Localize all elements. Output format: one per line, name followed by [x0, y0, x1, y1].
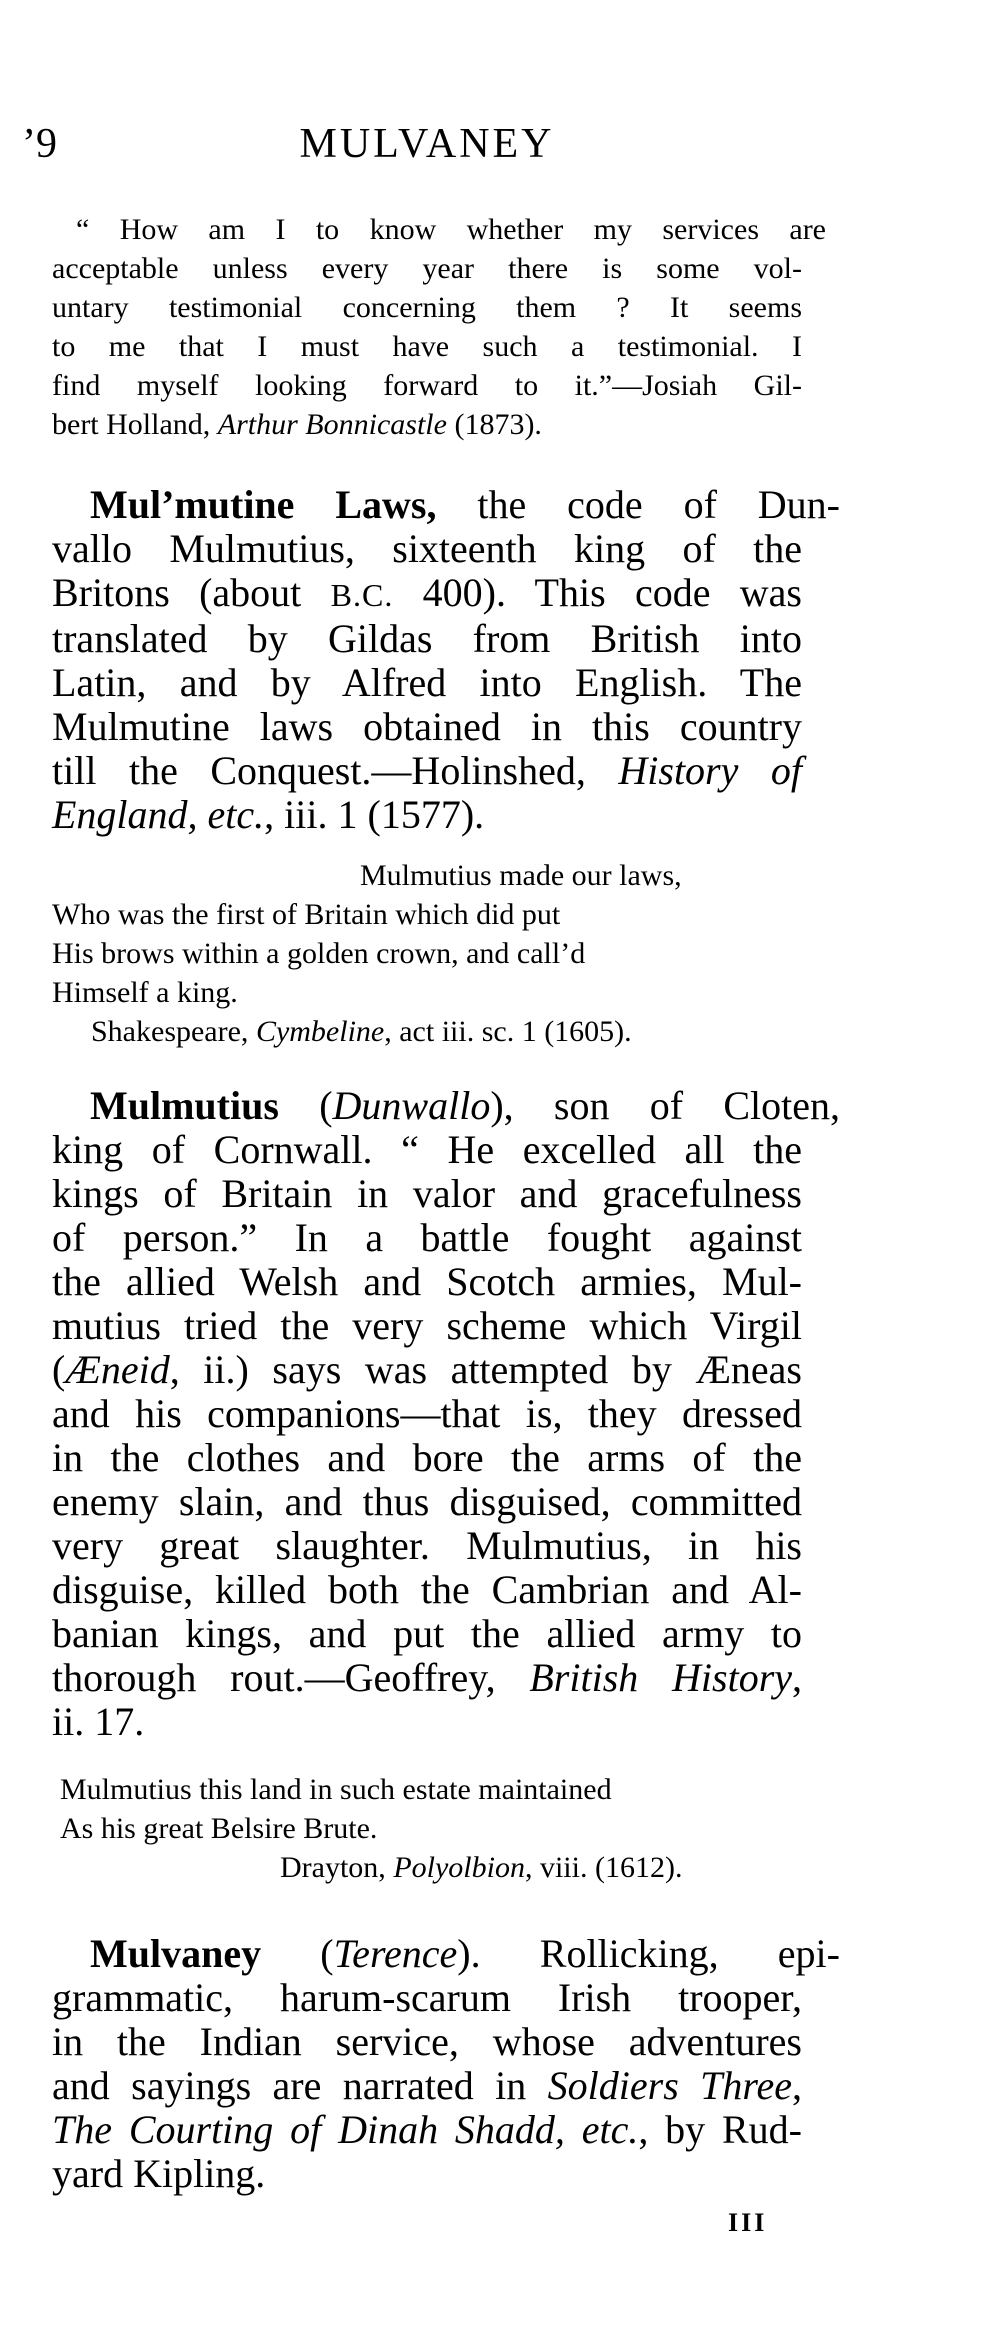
text-line: and sayings are narrated in Soldiers Three, — [52, 2063, 802, 2108]
text-line: in the clothes and bore the arms of the — [52, 1435, 802, 1480]
text-line: Mulmutius (Dunwallo), son of Cloten, — [90, 1083, 840, 1128]
entry-mulmutine-laws — [52, 482, 840, 837]
text-line: Mulvaney (Terence). Rollicking, epi- — [90, 1931, 840, 1976]
text-line: Mulmutius made our laws, — [360, 859, 682, 892]
text-line: grammatic, harum-scarum Irish trooper, — [52, 1975, 802, 2020]
text-line: in the Indian service, whose adventures — [52, 2019, 802, 2064]
text-line: bert Holland, Arthur Bonnicastle (1873). — [52, 408, 542, 441]
text-line: Who was the first of Britain which did put — [52, 898, 561, 931]
text-line: ii. 17. — [52, 1699, 145, 1744]
text-line: England, etc., iii. 1 (1577). — [52, 792, 485, 837]
running-head — [0, 123, 1000, 169]
text-line: Drayton, Polyolbion, viii. (1612). — [280, 1851, 683, 1884]
text-line: disguise, killed both the Cambrian and Al- — [52, 1567, 802, 1612]
text-line: banian kings, and put the allied army to — [52, 1611, 802, 1656]
text-line: The Courting of Dinah Shadd, etc., by Rud- — [52, 2107, 802, 2152]
running-title: MULVANEY — [299, 121, 555, 167]
text-line: His brows within a golden crown, and call’d — [52, 937, 586, 970]
opening-quotation — [52, 210, 826, 444]
text-line: of person.” In a battle fought against — [52, 1215, 802, 1260]
text-line: yard Kipling. — [52, 2151, 266, 2196]
text-line: “ How am I to know whether my services are — [76, 213, 826, 246]
text-line: translated by Gildas from British into — [52, 616, 802, 661]
verse-polyolbion — [52, 1770, 802, 1887]
text-line: acceptable unless every year there is some vol- — [52, 252, 802, 285]
text-line: Mulmutius this land in such estate maintained — [60, 1773, 612, 1806]
text-line: till the Conquest.—Holinshed, History of — [52, 748, 802, 793]
text-line: king of Cornwall. “ He excelled all the — [52, 1127, 802, 1172]
text-line: mutius tried the very scheme which Virgil — [52, 1303, 802, 1348]
text-line: Himself a king. — [52, 976, 238, 1009]
text-line: thorough rout.—Geoffrey, British History, — [52, 1655, 803, 1700]
text-line: the allied Welsh and Scotch armies, Mul- — [52, 1259, 802, 1304]
entry-mulmutius — [52, 1083, 840, 1744]
text-line: to me that I must have such a testimonial. I — [52, 330, 802, 363]
text-line: As his great Belsire Brute. — [60, 1812, 378, 1845]
text-line: find myself looking forward to it.”—Josiah Gil- — [52, 369, 802, 402]
text-line: very great slaughter. Mulmutius, in his — [52, 1523, 802, 1568]
text-line: and his companions—that is, they dressed — [52, 1391, 802, 1436]
text-line: untary testimonial concerning them ? It seems — [52, 291, 802, 324]
text-line: Britons (about B.C. 400). This code was — [52, 570, 802, 615]
text-line: Mulmutine laws obtained in this country — [52, 704, 802, 749]
verse-cymbeline — [52, 856, 802, 1051]
text-line: Mul’mutine Laws, the code of Dun- — [90, 482, 840, 527]
text-line: kings of Britain in valor and gracefulness — [52, 1171, 802, 1216]
text-line: enemy slain, and thus disguised, committed — [52, 1479, 802, 1524]
text-line: Shakespeare, Cymbeline, act iii. sc. 1 (1605). — [91, 1015, 632, 1048]
text-line: Latin, and by Alfred into English. The — [52, 660, 802, 705]
entry-mulvaney — [52, 1931, 840, 2196]
text-line: (Æneid, ii.) says was attempted by Æneas — [52, 1347, 802, 1392]
page-number: ’9 — [22, 121, 57, 167]
signature-mark: III — [728, 2208, 768, 2237]
text-line: vallo Mulmutius, sixteenth king of the — [52, 526, 802, 571]
